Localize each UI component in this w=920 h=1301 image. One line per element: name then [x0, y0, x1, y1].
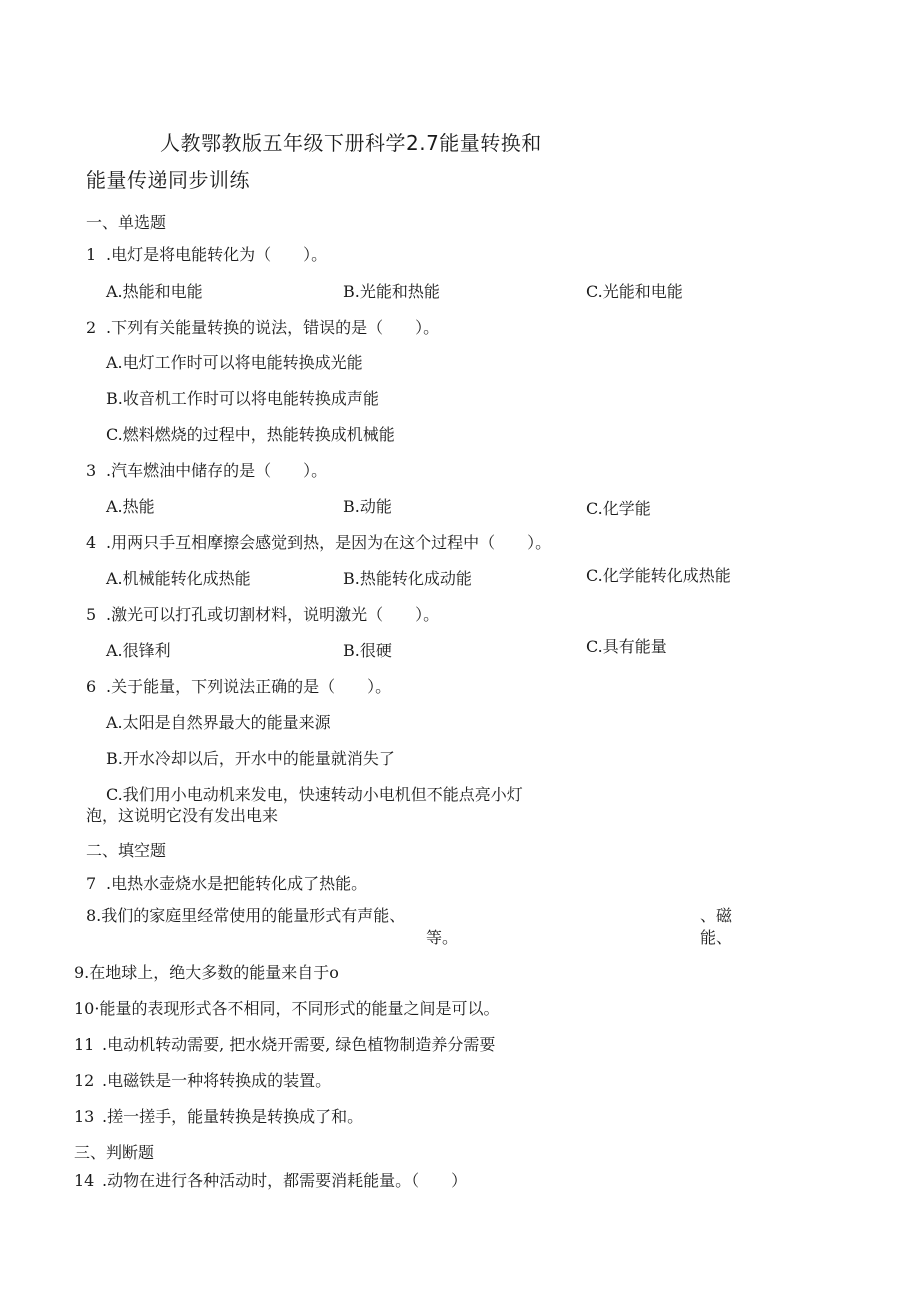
question-number: 14 [74, 1171, 95, 1190]
question-text: .电磁铁是一种将转换成的装置。 [102, 1071, 332, 1090]
question-number: 2 [86, 318, 97, 337]
option-c-line1: C.我们用小电动机来发电，快速转动小电机但不能点亮小灯 [106, 785, 523, 804]
page-title-line1: 人教鄂教版五年级下册科学2.7能量转换和 [160, 131, 542, 155]
question-text: .电热水壶烧水是把能转化成了热能。 [106, 874, 368, 893]
question-number: 11 [74, 1035, 95, 1054]
option-b: B.开水冷却以后，开水中的能量就消失了 [106, 749, 395, 768]
question-stem: .汽车燃油中储存的是（ ）。 [106, 461, 328, 480]
option-a: A.很锋利 [106, 641, 171, 660]
question-number: 7 [86, 874, 97, 893]
question-text: 9.在地球上，绝大多数的能量来自于o [74, 963, 339, 982]
question-text-fragment: 能、 [700, 928, 733, 947]
option-b: B.动能 [343, 497, 392, 516]
question-text: 8.我们的家庭里经常使用的能量形式有声能、 [86, 906, 406, 925]
option-c: C.化学能 [586, 499, 651, 518]
question-text: .搓一搓手，能量转换是转换成了和。 [102, 1107, 364, 1126]
option-a: A.机械能转化成热能 [106, 569, 251, 588]
page-title-line2: 能量传递同步训练 [86, 168, 250, 192]
section-heading-true-false: 三、判断题 [74, 1143, 155, 1162]
option-a: A.热能和电能 [106, 282, 203, 301]
option-a: A.热能 [106, 497, 155, 516]
question-number: 12 [74, 1071, 95, 1090]
question-stem: .关于能量，下列说法正确的是（ ）。 [106, 677, 392, 696]
question-text: 10·能量的表现形式各不相同，不同形式的能量之间是可以。 [74, 999, 500, 1018]
question-stem: .下列有关能量转换的说法，错误的是（ ）。 [106, 318, 440, 337]
option-c: C.化学能转化成热能 [586, 566, 731, 585]
option-c: C.具有能量 [586, 637, 667, 656]
option-c-line2: 泡，这说明它没有发出电来 [86, 806, 279, 825]
question-text-fragment: 、磁 [700, 906, 733, 925]
question-number: 13 [74, 1107, 95, 1126]
question-text-fragment: 等。 [426, 928, 459, 947]
question-stem: .激光可以打孔或切割材料，说明激光（ ）。 [106, 605, 440, 624]
section-heading-single-choice: 一、单选题 [86, 213, 167, 232]
question-number: 3 [86, 461, 97, 480]
option-b: B.光能和热能 [343, 282, 440, 301]
option-a: A.电灯工作时可以将电能转换成光能 [106, 353, 363, 372]
question-number: 4 [86, 533, 97, 552]
option-b: B.很硬 [343, 641, 392, 660]
question-number: 5 [86, 605, 97, 624]
option-c: C.燃料燃烧的过程中，热能转换成机械能 [106, 425, 395, 444]
option-b: B.收音机工作时可以将电能转换成声能 [106, 389, 379, 408]
question-text: .动物在进行各种活动时，都需要消耗能量。（ ） [102, 1171, 468, 1190]
option-b: B.热能转化成动能 [343, 569, 472, 588]
question-text: .电动机转动需要, 把水烧开需要, 绿色植物制造养分需要 [102, 1035, 496, 1054]
section-heading-fill-blank: 二、填空题 [86, 841, 167, 860]
question-number: 6 [86, 677, 97, 696]
question-stem: .电灯是将电能转化为（ ）。 [106, 245, 328, 264]
option-a: A.太阳是自然界最大的能量来源 [106, 713, 331, 732]
option-c: C.光能和电能 [586, 282, 683, 301]
question-stem: .用两只手互相摩擦会感觉到热，是因为在这个过程中（ ）。 [106, 533, 552, 552]
question-number: 1 [86, 245, 97, 264]
